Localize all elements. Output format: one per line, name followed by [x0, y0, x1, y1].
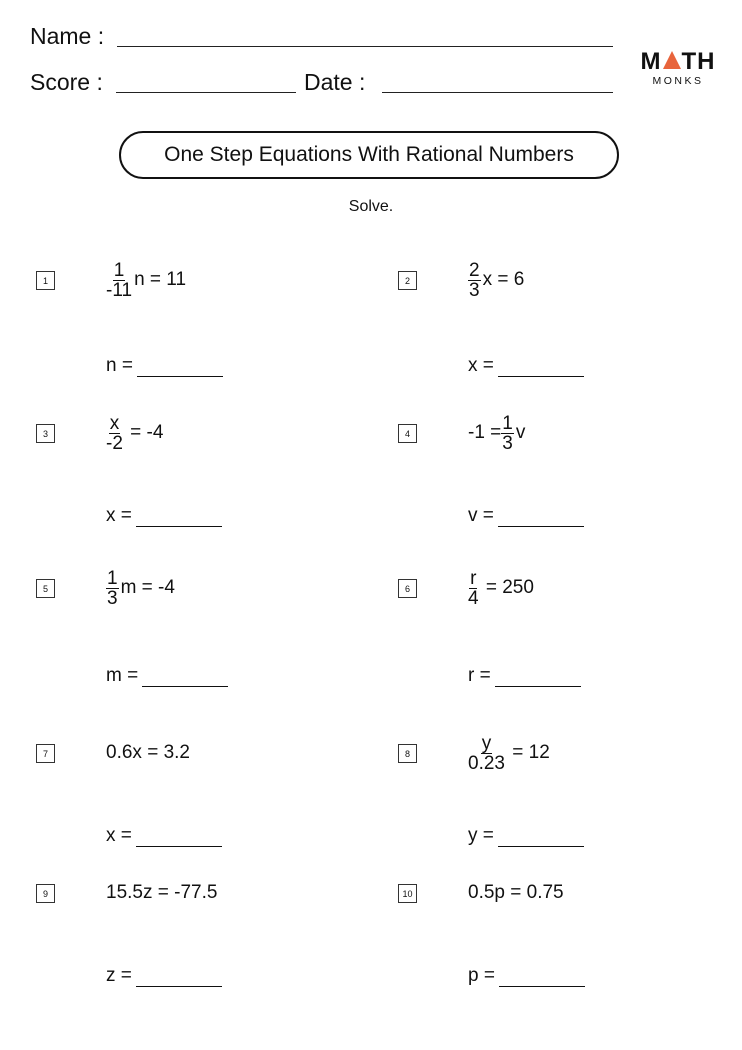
score-label: Score :	[30, 69, 103, 95]
equation-suffix: m = -4	[120, 577, 175, 598]
answer-variable: x =	[106, 825, 132, 846]
equation-prefix: -1 =	[468, 422, 502, 443]
answer-row	[106, 965, 222, 987]
answer-blank[interactable]	[498, 507, 584, 527]
fraction-denominator: 4	[468, 587, 479, 609]
answer-variable: n =	[106, 355, 133, 376]
fraction-denominator: 0.23	[468, 752, 505, 774]
problem-number: 3	[36, 424, 55, 443]
problem-number: 4	[398, 424, 417, 443]
answer-row	[106, 665, 228, 687]
fraction-denominator: -2	[106, 432, 123, 454]
logo-subtitle: MONKS	[652, 75, 704, 87]
worksheet-title	[119, 131, 619, 179]
fraction-numerator: 1	[113, 259, 125, 281]
answer-row	[468, 355, 584, 377]
worksheet-title-text: One Step Equations With Rational Numbers	[164, 143, 574, 166]
equation	[106, 868, 217, 918]
equation-suffix: x = 6	[482, 269, 525, 290]
name-label: Name :	[30, 23, 105, 49]
answer-variable: x =	[468, 355, 494, 376]
logo-wordmark	[636, 50, 720, 74]
answer-blank[interactable]	[498, 827, 584, 847]
equation	[468, 868, 564, 918]
fraction	[106, 414, 123, 453]
fraction-denominator: 3	[469, 279, 480, 301]
equation-suffix: = -4	[124, 422, 164, 443]
fraction	[106, 569, 119, 608]
date-field[interactable]	[382, 92, 613, 93]
answer-blank[interactable]	[137, 357, 223, 377]
answer-variable: x =	[106, 505, 132, 526]
fraction-denominator: 3	[107, 587, 118, 609]
fraction-numerator: 1	[502, 412, 513, 434]
fraction	[468, 569, 479, 608]
answer-row	[468, 825, 584, 847]
math-monks-logo	[636, 50, 720, 87]
answer-row	[106, 505, 222, 527]
problem-number: 5	[36, 579, 55, 598]
answer-row	[106, 355, 223, 377]
fraction-denominator: 3	[502, 432, 513, 454]
equation	[468, 728, 550, 778]
equation	[468, 408, 525, 458]
fraction	[106, 261, 132, 300]
fraction-numerator: 1	[107, 567, 118, 589]
fraction	[468, 261, 481, 300]
answer-variable: y =	[468, 825, 494, 846]
problem-number: 7	[36, 744, 55, 763]
answer-row	[468, 665, 581, 687]
equation	[106, 408, 163, 458]
problem-number: 10	[398, 884, 417, 903]
answer-blank[interactable]	[136, 827, 222, 847]
date-label: Date :	[304, 69, 366, 95]
instruction: Solve.	[348, 198, 394, 215]
answer-row	[106, 825, 222, 847]
name-field[interactable]	[117, 46, 613, 47]
answer-variable: m =	[106, 665, 139, 686]
answer-blank[interactable]	[142, 667, 228, 687]
answer-row	[468, 965, 585, 987]
equation-suffix: v	[515, 422, 526, 443]
fraction	[501, 414, 514, 453]
fraction	[468, 734, 505, 773]
answer-blank[interactable]	[499, 967, 585, 987]
fraction-numerator: y	[481, 732, 492, 754]
equation-suffix: n = 11	[134, 269, 187, 290]
problem-number: 2	[398, 271, 417, 290]
equation	[106, 563, 175, 613]
problem-number: 8	[398, 744, 417, 763]
problem-number: 6	[398, 579, 417, 598]
answer-blank[interactable]	[498, 357, 584, 377]
fraction-numerator: 2	[469, 259, 480, 281]
logo-letter-m: M	[640, 48, 662, 75]
fraction-denominator: -11	[106, 279, 133, 301]
answer-blank[interactable]	[136, 507, 222, 527]
answer-row	[468, 505, 584, 527]
equation-suffix: = 250	[480, 577, 534, 598]
fraction-numerator: x	[109, 412, 120, 434]
answer-blank[interactable]	[136, 967, 222, 987]
triangle-icon	[663, 51, 681, 69]
answer-variable: r =	[468, 665, 491, 686]
logo-letters-th: TH	[681, 48, 716, 75]
equation	[106, 728, 190, 778]
answer-variable: z =	[106, 965, 132, 986]
score-field[interactable]	[116, 92, 296, 93]
fraction-numerator: r	[470, 567, 477, 589]
answer-variable: v =	[468, 505, 494, 526]
equation-prefix: 0.5p = 0.75	[468, 882, 564, 903]
answer-blank[interactable]	[495, 667, 581, 687]
equation	[468, 563, 534, 613]
problem-number: 9	[36, 884, 55, 903]
equation	[468, 255, 524, 305]
equation-prefix: 0.6x = 3.2	[106, 742, 190, 763]
problem-number: 1	[36, 271, 55, 290]
equation-prefix: 15.5z = -77.5	[106, 882, 218, 903]
equation-suffix: = 12	[506, 742, 550, 763]
answer-variable: p =	[468, 965, 495, 986]
equation	[106, 255, 186, 305]
